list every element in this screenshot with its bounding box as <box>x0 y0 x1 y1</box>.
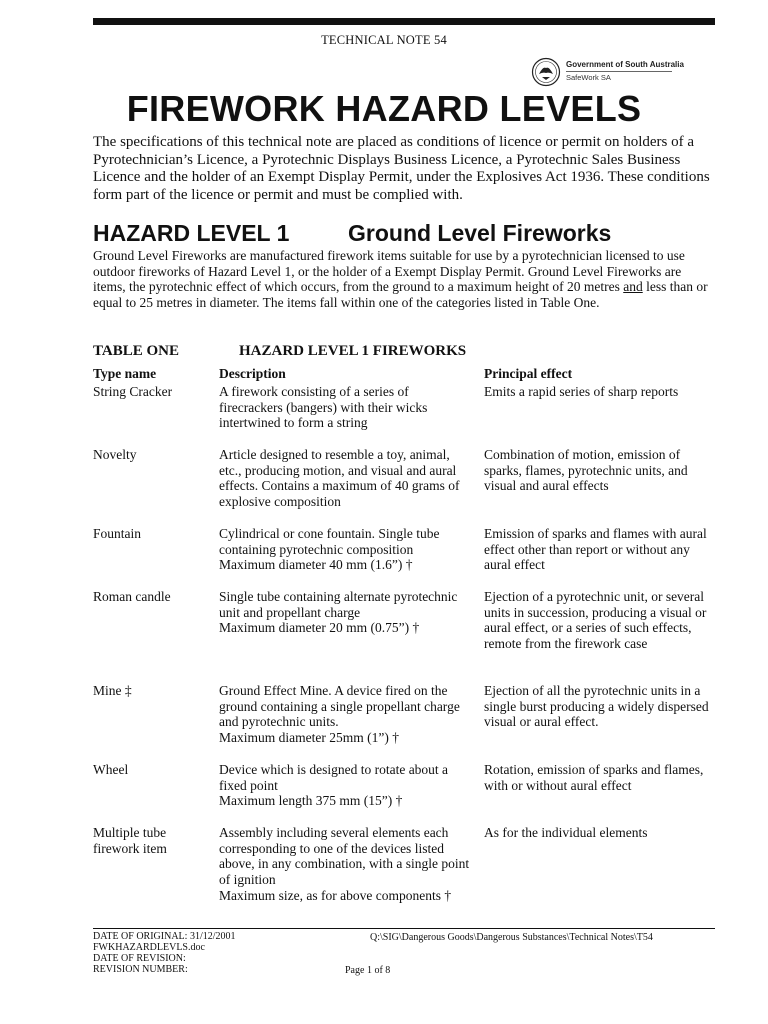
row-type: Novelty <box>93 447 137 462</box>
row-type: Mine ‡ <box>93 683 132 698</box>
row-effect: Rotation, emission of sparks and flames, with or without aural effect <box>484 762 704 793</box>
row-effect: Ejection of a pyrotechnic unit, or several units in succession, producing a visual or aural effect, or a series of such effects, remote from the firework case <box>484 589 707 652</box>
row-effect: As for the individual elements <box>484 825 648 840</box>
column-header-effect: Principal effect <box>484 366 573 381</box>
row-type: String Cracker <box>93 384 173 399</box>
row-description: Cylindrical or cone fountain. Single tube containing pyrotechnic composition Maximum diameter 40 mm (1.6”) † <box>219 526 440 573</box>
section-heading <box>93 220 611 247</box>
page-number: Page 1 of 8 <box>345 965 391 976</box>
table-caption: HAZARD LEVEL 1 FIREWORKS <box>239 343 467 359</box>
file-name: FWKHAZARDLEVLS.doc <box>93 942 205 953</box>
date-of-revision: DATE OF REVISION: <box>93 953 186 964</box>
row-type: Multiple tube firework item <box>93 825 167 856</box>
footer-meta <box>93 931 236 975</box>
file-path: Q:\SIG\Dangerous Goods\Dangerous Substances\Technical Notes\T54 <box>370 932 653 943</box>
row-description: Article designed to resemble a toy, animal, etc., producing motion, and visual and aural effects. Contains a maximum of 40 grams of explosive composition <box>219 447 460 510</box>
footer-rule <box>93 928 715 929</box>
header-rule <box>93 18 715 25</box>
government-name: Government of South Australia <box>566 60 684 69</box>
date-of-original: DATE OF ORIGINAL: 31/12/2001 <box>93 931 236 942</box>
underlined-word: and <box>623 279 643 295</box>
state-badge-icon <box>531 57 561 87</box>
row-effect: Combination of motion, emission of sparks, flames, pyrotechnic units, and visual and aural effects <box>484 447 688 494</box>
hazard-level-label: HAZARD LEVEL 1 <box>93 220 290 246</box>
row-description: Single tube containing alternate pyrotechnic unit and propellant charge Maximum diameter 20 mm (0.75”) † <box>219 589 458 636</box>
row-description: Assembly including several elements each corresponding to one of the devices listed above, in any combination, with a single point of ignition Maximum size, as for above components † <box>219 825 470 903</box>
page-title: FIREWORK HAZARD LEVELS <box>126 88 642 129</box>
row-effect: Emission of sparks and flames with aural effect other than report or without any aural effect <box>484 526 707 573</box>
intro-paragraph: The specifications of this technical note are placed as conditions of licence or permit on holders of a Pyrotechnician’s Licence, a Pyrotechnic Displays Business Licence, a Pyrotechnic Sales Business Licence and the holder of an Exempt Display Permit, under the Explosives Act 1936. These conditions form part of the licence or permit and must be complied with. <box>93 134 710 203</box>
hazard-level-name: Ground Level Fireworks <box>348 220 612 246</box>
row-description: A firework consisting of a series of firecrackers (bangers) with their wicks intertwined to form a string <box>219 384 428 431</box>
row-type: Wheel <box>93 762 129 777</box>
government-logo <box>531 57 684 89</box>
technical-note-label: TECHNICAL NOTE 54 <box>321 33 447 47</box>
row-description: Ground Effect Mine. A device fired on the ground containing a single propellant charge and pyrotechnic units. Maximum diameter 25mm (1”) † <box>219 683 460 746</box>
row-effect: Ejection of all the pyrotechnic units in a single burst producing a widely dispersed visual or aural effect. <box>484 683 709 730</box>
logo-divider <box>566 71 672 72</box>
revision-number: REVISION NUMBER: <box>93 964 188 975</box>
column-header-type: Type name <box>93 366 157 381</box>
row-effect: Emits a rapid series of sharp reports <box>484 384 679 399</box>
row-type: Fountain <box>93 526 142 541</box>
agency-name: SafeWork SA <box>566 73 611 82</box>
row-description: Device which is designed to rotate about a fixed point Maximum length 375 mm (15”) † <box>219 762 449 809</box>
row-type: Roman candle <box>93 589 171 604</box>
table-label: TABLE ONE <box>93 343 179 359</box>
section-paragraph: Ground Level Fireworks are manufactured firework items suitable for use by a pyrotechnician licensed to use outdoor fireworks of Hazard Level 1, or the holder of a Exempt Display Permit. Ground Level Fireworks are items, the pyrotechnic effect of which occurs, from the ground to a maximum height of 20 metres and less than or equal to 25 metres in diameter. The items fall within one of the categories listed in Table One. <box>93 248 708 310</box>
column-header-description: Description <box>219 366 286 381</box>
